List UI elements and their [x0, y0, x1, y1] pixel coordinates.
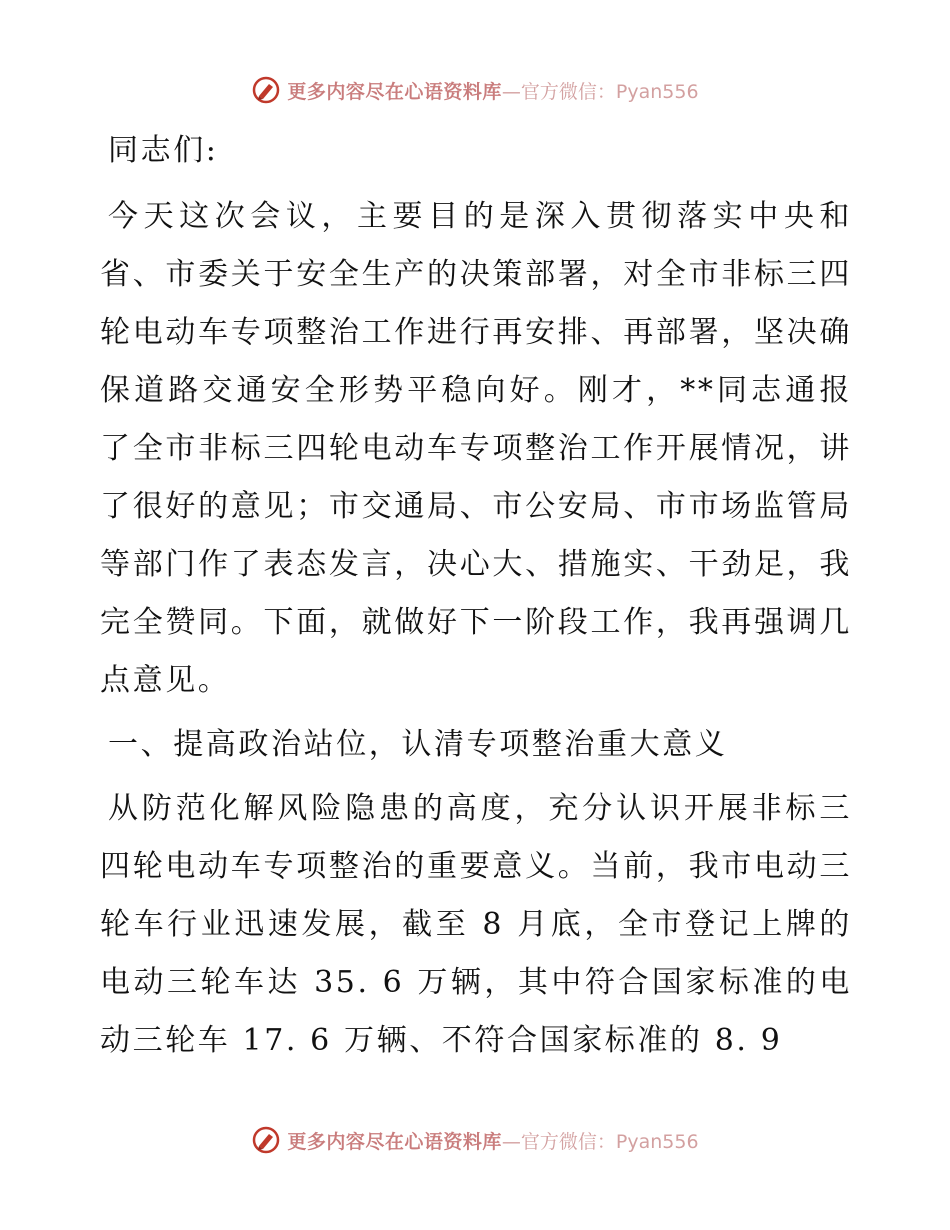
watermark-text: [287, 1127, 698, 1154]
pen-logo-icon: [251, 1125, 281, 1155]
document-body: [100, 122, 852, 1076]
paragraph-intro: 今天这次会议，主要目的是深入贯彻落实中央和省、市委关于安全生产的决策部署，对全市非标三四轮电动车专项整治工作进行再安排、再部署，坚决确保道路交通安全形势平稳向好。刚才，**同志通报了全市非标三四轮电动车专项整治工作开展情况，讲了很好的意见；市交通局、市公安局、市市场监管局等部门作了表态发言，决心大、措施实、干劲足，我完全赞同。下面，就做好下一阶段工作，我再强调几点意见。: [100, 199, 852, 698]
watermark-text: [287, 77, 698, 104]
paragraph-section-1: 从防范化解风险隐患的高度，充分认识开展非标三四轮电动车专项整治的重要意义。当前，我市电动三轮车行业迅速发展，截至 8 月底，全市登记上牌的电动三轮车达 35. 6 万辆，其中符合国家标准的电动三轮车 17. 6 万辆、不符合国家标准的 8. 9: [100, 791, 852, 1058]
watermark-contact: —官方微信：Pyan556: [501, 1130, 699, 1153]
pen-logo-icon: [251, 75, 281, 105]
section-heading-1: 一、提高政治站位，认清专项整治重大意义: [108, 727, 728, 762]
watermark-header: [0, 70, 950, 110]
watermark-brand: 更多内容尽在心语资料库: [287, 1130, 502, 1153]
watermark-footer: [0, 1120, 950, 1160]
watermark-brand: 更多内容尽在心语资料库: [287, 80, 502, 103]
salutation: 同志们:: [108, 133, 219, 168]
watermark-contact: —官方微信：Pyan556: [501, 80, 699, 103]
